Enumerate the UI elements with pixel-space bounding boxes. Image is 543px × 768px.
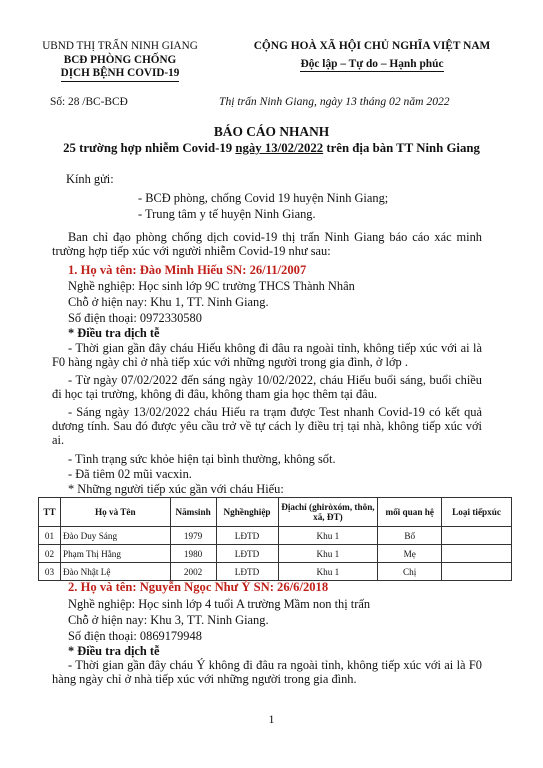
motto: Độc lập – Tự do – Hạnh phúc (300, 58, 443, 73)
cell-job: LĐTD (216, 527, 278, 545)
subtitle-date: ngày 13/02/2022 (235, 141, 324, 155)
table-row (39, 563, 512, 581)
table-row (39, 545, 512, 563)
case1-contacts-title: * Những người tiếp xúc gần với cháu Hiếu: (68, 482, 284, 496)
col-header-contact-type: Loại tiếpxúc (442, 498, 512, 527)
page-number: 1 (268, 712, 275, 726)
national-header (222, 40, 522, 72)
cell-year: 2002 (170, 563, 216, 581)
case2-investigation-heading: * Điều tra dịch tễ (68, 644, 160, 658)
cell-tt: 03 (39, 563, 61, 581)
table-row (39, 527, 512, 545)
subtitle-post: trên địa bàn TT Ninh Giang (323, 141, 480, 155)
nation-name: CỘNG HOÀ XÃ HỘI CHỦ NGHĨA VIỆT NAM (253, 40, 491, 52)
org-line-2: BCĐ PHÒNG CHỐNG (63, 53, 177, 66)
recipient-1: - BCĐ phòng, chống Covid 19 huyện Ninh Giang; (138, 191, 389, 205)
case1-heading: 1. Họ và tên: Đào Minh Hiếu SN: 26/11/2007 (68, 263, 307, 277)
cell-name: Đào Duy Sáng (60, 527, 170, 545)
table-header-row (39, 498, 512, 527)
cell-contact-type (442, 545, 512, 563)
case1-paragraph-3: - Sáng ngày 13/02/2022 cháu Hiếu ra trạm được Test nhanh Covid-19 có kết quả dương tính. Sau đó được yêu cầu trở về tự cách ly điều trị tại nhà, không tiếp xúc với ai. (52, 405, 482, 447)
org-line-1: UBND THỊ TRẤN NINH GIANG (42, 40, 198, 52)
place-date: Thị trấn Ninh Giang, ngày 13 tháng 02 năm 2022 (219, 95, 450, 108)
issuing-organization (20, 40, 220, 82)
cell-year: 1980 (170, 545, 216, 563)
document-number: Số: 28 /BC-BCĐ (50, 96, 128, 108)
greeting: Kính gửi: (66, 172, 114, 186)
report-title: BÁO CÁO NHANH (213, 124, 330, 139)
cell-relation: Mẹ (378, 545, 442, 563)
subtitle-pre: 25 trường hợp nhiễm Covid-19 (63, 141, 236, 155)
col-header-tt: TT (39, 498, 61, 527)
col-header-year: Nămsinh (170, 498, 216, 527)
recipient-2: - Trung tâm y tế huyện Ninh Giang. (138, 207, 316, 221)
cell-address: Khu 1 (278, 545, 378, 563)
close-contacts-table (38, 497, 512, 581)
col-header-relation: mối quan hệ (378, 498, 442, 527)
col-header-name: Họ và Tên (60, 498, 170, 527)
cell-tt: 01 (39, 527, 61, 545)
case2-address: Chỗ ở hiện nay: Khu 3, TT. Ninh Giang. (68, 613, 269, 627)
case2-phone: Số điện thoại: 0869179948 (68, 629, 202, 643)
case1-paragraph-1: - Thời gian gần đây cháu Hiếu không đi đâu ra ngoài tỉnh, không tiếp xúc với ai là F0 hàng ngày chỉ ở nhà tiếp xúc với những người trong gia đình, ở lớp . (52, 341, 482, 369)
case1-address: Chỗ ở hiện nay: Khu 1, TT. Ninh Giang. (68, 295, 269, 309)
cell-contact-type (442, 563, 512, 581)
col-header-job: Nghềnghiệp (216, 498, 278, 527)
case1-phone: Số điện thoại: 0972330580 (68, 311, 202, 325)
case1-job: Nghề nghiệp: Học sinh lớp 9C trường THCS Thành Nhân (68, 279, 355, 293)
case2-heading: 2. Họ và tên: Nguyễn Ngọc Như Ý SN: 26/6/2018 (68, 580, 329, 594)
case1-health-status: - Tình trạng sức khỏe hiện tại bình thường, không sốt. (68, 452, 336, 466)
case2-job: Nghề nghiệp: Học sinh lớp 4 tuổi A trường Mầm non thị trấn (68, 597, 371, 611)
cell-year: 1979 (170, 527, 216, 545)
cell-relation: Chị (378, 563, 442, 581)
case2-paragraph-1: - Thời gian gần đây cháu Ý không đi đâu ra ngoài tỉnh, không tiếp xúc với ai là F0 hàng ngày chỉ ở nhà tiếp xúc với những người trong gia đình. (52, 658, 482, 686)
col-header-address: Địachỉ (ghiròxóm, thôn, xã, ĐT) (278, 498, 378, 527)
org-line-3: DỊCH BỆNH COVID-19 (61, 67, 180, 82)
case1-paragraph-2: - Từ ngày 07/02/2022 đến sáng ngày 10/02/2022, cháu Hiếu buổi sáng, buổi chiều đi học tại trường, không đi đâu, không tham gia học thêm tại đâu. (52, 373, 482, 401)
cell-address: Khu 1 (278, 563, 378, 581)
cell-job: LĐTD (216, 563, 278, 581)
cell-address: Khu 1 (278, 527, 378, 545)
case1-vaccination: - Đã tiêm 02 mũi vacxin. (68, 467, 192, 481)
report-subtitle (0, 141, 543, 156)
cell-relation: Bố (378, 527, 442, 545)
cell-job: LĐTD (216, 545, 278, 563)
intro-paragraph: Ban chỉ đạo phòng chống dịch covid-19 thị trấn Ninh Giang báo cáo xác minh trường hợp tiếp xúc với người nhiễm Covid-19 như sau: (52, 230, 482, 258)
cell-name: Phạm Thị Hằng (60, 545, 170, 563)
cell-tt: 02 (39, 545, 61, 563)
cell-contact-type (442, 527, 512, 545)
case1-investigation-heading: * Điều tra dịch tễ (68, 326, 160, 340)
cell-name: Đào Nhật Lệ (60, 563, 170, 581)
